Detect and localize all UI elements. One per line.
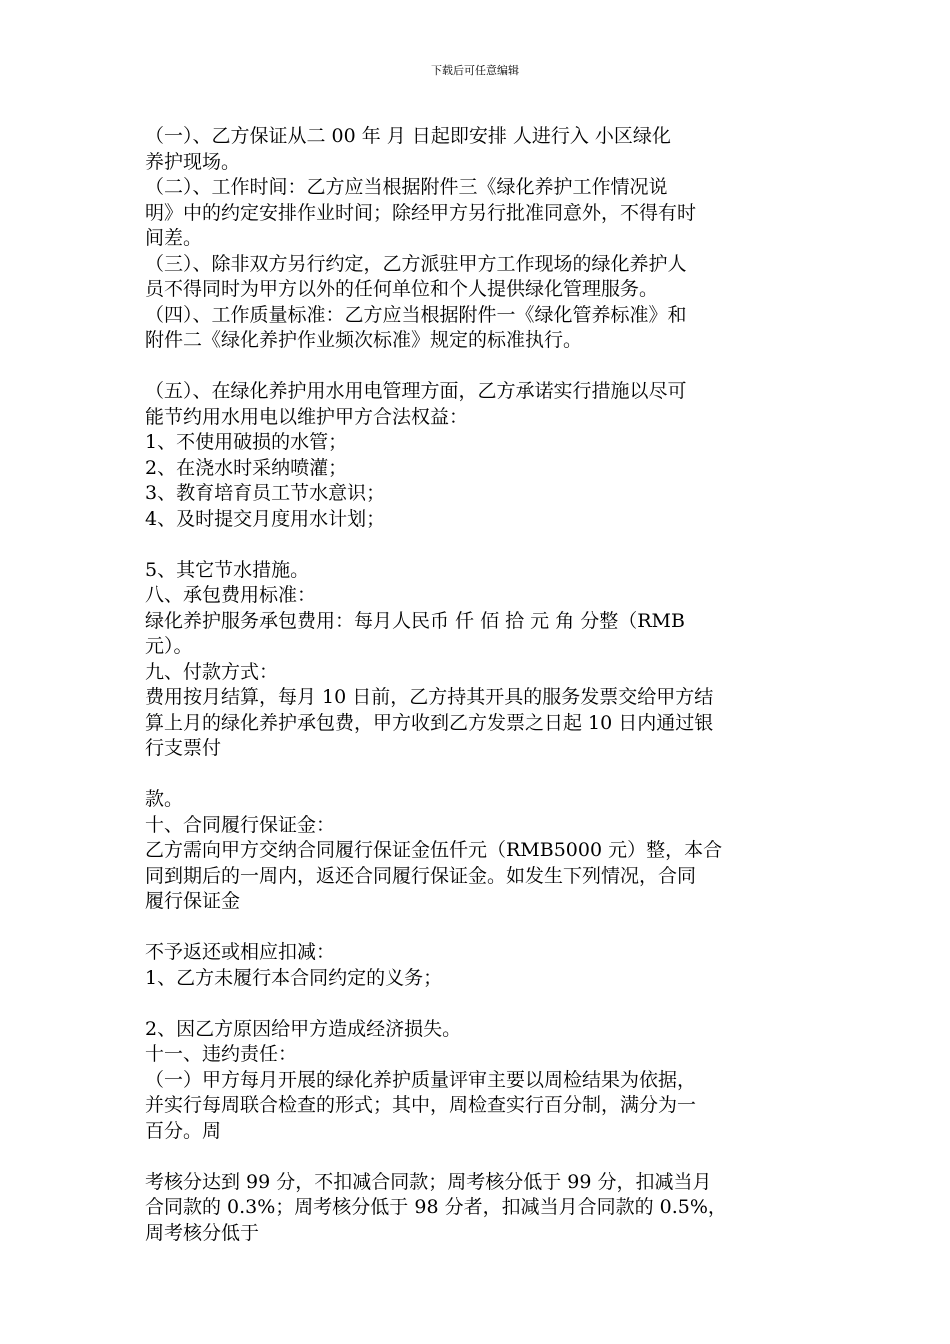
list-item: 4、及时提交月度用水计划；	[145, 507, 386, 530]
section-heading: 十一、违约责任：	[145, 1043, 298, 1065]
text-line: 考核分达到 99 分，不扣减合同款；周考核分低于 99 分，扣减当月	[145, 1170, 712, 1193]
paragraph-6	[145, 558, 815, 762]
list-item: 2、因乙方原因给甲方造成经济损失。	[145, 1017, 462, 1040]
paragraph-gap	[145, 762, 815, 788]
paragraph-10	[145, 1170, 815, 1247]
text-line: 百分。周	[145, 1119, 222, 1142]
paragraph-4	[145, 303, 815, 354]
text-line: 费用按月结算，每月 10 日前，乙方持其开具的服务发票交给甲方结	[145, 686, 714, 708]
text-line: 并实行每周联合检查的形式；其中，周检查实行百分制，满分为一	[145, 1094, 697, 1116]
text-line: （四）、工作质量标准：乙方应当根据附件一《绿化管养标准》和	[145, 303, 687, 326]
page-header: 下载后可任意编辑	[431, 64, 519, 77]
text-line: 周考核分低于	[145, 1221, 260, 1244]
paragraph-gap	[145, 991, 815, 1017]
text-line: 不予返还或相应扣减：	[145, 941, 336, 963]
section-heading: 九、付款方式：	[145, 660, 279, 683]
text-line: 能节约用水用电以维护甲方合法权益：	[145, 405, 469, 428]
text-line: 绿化养护服务承包费用：每月人民币 仟 佰 拾 元 角 分整（RMB	[145, 609, 685, 632]
section-heading: 八、承包费用标准：	[145, 584, 317, 606]
text-line: 乙方需向甲方交纳合同履行保证金伍仟元（RMB5000 元）整，本合	[145, 839, 723, 861]
list-item: 2、在浇水时采纳喷灌；	[145, 456, 348, 479]
list-item: 5、其它节水措施。	[145, 558, 310, 581]
text-line: 元）。	[145, 635, 193, 657]
text-line: 行支票付	[145, 737, 222, 759]
text-line: 履行保证金	[145, 890, 241, 912]
text-line: （三）、除非双方另行约定，乙方派驻甲方工作现场的绿化养护人	[145, 252, 687, 275]
paragraph-gap	[145, 532, 815, 558]
paragraph-7	[145, 787, 815, 915]
text-line: 款。	[145, 788, 184, 810]
list-item: 1、不使用破损的水管；	[145, 431, 348, 453]
section-heading: 十、合同履行保证金：	[145, 813, 336, 836]
document-body	[145, 124, 815, 1246]
list-item: 3、教育培育员工节水意识；	[145, 482, 386, 504]
paragraph-3	[145, 252, 815, 303]
paragraph-1	[145, 124, 815, 175]
paragraph-8	[145, 940, 815, 991]
text-line: 合同款的 0.3%；周考核分低于 98 分者，扣减当月合同款的 0.5%，	[145, 1196, 727, 1218]
paragraph-gap	[145, 1144, 815, 1170]
text-line: （一）、乙方保证从二 00 年 月 日起即安排 人进行入 小区绿化	[145, 125, 671, 147]
list-item: 1、乙方未履行本合同约定的义务；	[145, 966, 443, 989]
paragraph-5	[145, 379, 815, 532]
text-line: 明》中的约定安排作业时间；除经甲方另行批准同意外，不得有时	[145, 201, 697, 224]
text-line: （五）、在绿化养护用水用电管理方面，乙方承诺实行措施以尽可	[145, 380, 687, 402]
paragraph-gap	[145, 354, 815, 380]
paragraph-gap	[145, 915, 815, 941]
text-line: 间差。	[145, 227, 203, 249]
text-line: （二）、工作时间：乙方应当根据附件三《绿化养护工作情况说	[145, 176, 668, 198]
text-line: （一）甲方每月开展的绿化养护质量评审主要以周检结果为依据，	[145, 1068, 697, 1091]
paragraph-2	[145, 175, 815, 252]
text-line: 附件二《绿化养护作业频次标准》规定的标准执行。	[145, 329, 583, 351]
text-line: 同到期后的一周内，返还合同履行保证金。如发生下列情况，合同	[145, 864, 697, 887]
paragraph-9	[145, 1017, 815, 1145]
text-line: 员不得同时为甲方以外的任何单位和个人提供绿化管理服务。	[145, 278, 659, 300]
text-line: 养护现场。	[145, 150, 241, 173]
text-line: 算上月的绿化养护承包费，甲方收到乙方发票之日起 10 日内通过银	[145, 711, 714, 734]
